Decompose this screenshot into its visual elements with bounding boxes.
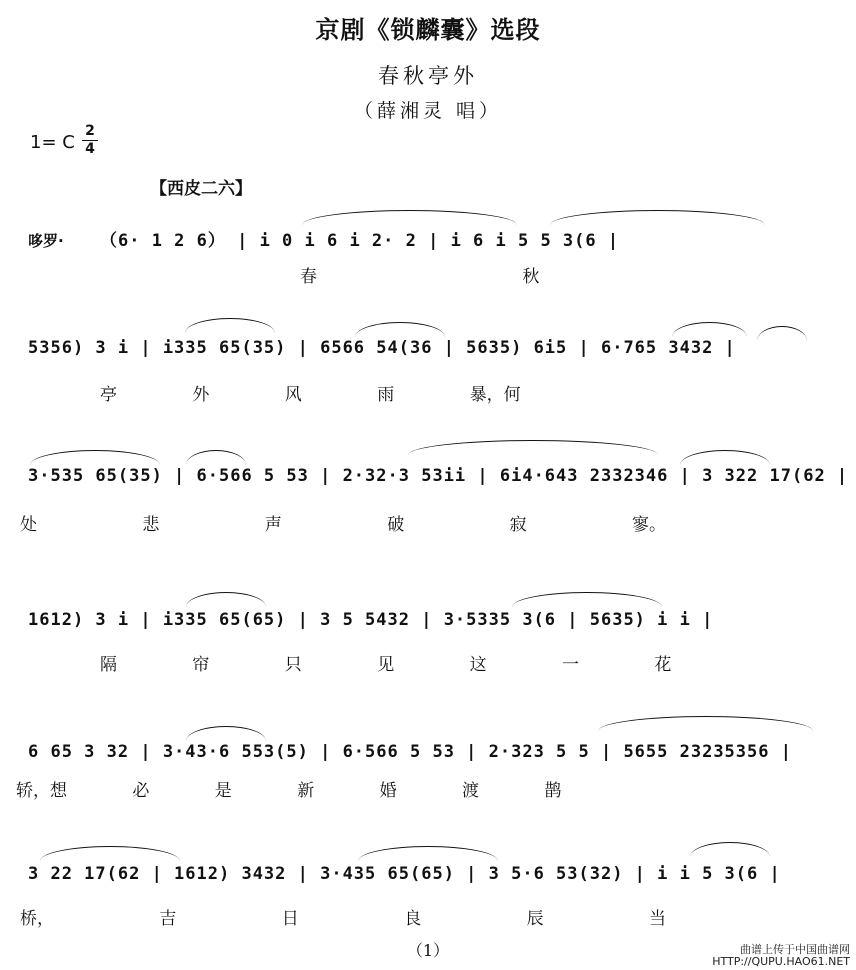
- slur: [512, 592, 662, 607]
- key-signature: 1= C: [30, 132, 75, 153]
- slur: [550, 210, 765, 225]
- mode-label: 【西皮二六】: [150, 179, 252, 199]
- slur: [672, 322, 747, 337]
- slur: [186, 450, 246, 465]
- slur: [358, 846, 498, 861]
- music-line-5: 6 65 3 32 | 3·43·6 553(5) | 6·566 5 53 | 2·323 5 5 | 5655 23235356 |: [28, 742, 792, 762]
- slur: [186, 592, 266, 607]
- music-line-6: 3 22 17(62 | 1612) 3432 | 3·435 65(65) | 3 5·6 53(32) | i i 5 3(6 |: [28, 864, 781, 884]
- watermark-line-2: HTTP://QUPU.HAO61.NET: [712, 955, 850, 968]
- score-title: 京剧《锁麟囊》选段: [315, 16, 541, 44]
- lyric-line-2: 亭 外 风 雨 暴，何: [100, 385, 521, 405]
- slur: [690, 842, 770, 857]
- time-bottom: 4: [85, 141, 95, 157]
- slur: [185, 318, 275, 333]
- music-line-3: 3·535 65(35) | 6·566 5 53 | 2·32·3 53ii | 6i4·643 2332346 | 3 322 17(62 |: [28, 466, 849, 486]
- lyric-line-3: 处 悲 声 破 寂 寥。: [20, 515, 667, 535]
- page-number: （1）: [406, 941, 450, 960]
- lyric-line-6: 桥， 吉 日 良 辰 当: [20, 909, 667, 929]
- slur: [30, 450, 160, 465]
- lyric-line-4: 隔 帘 只 见 这 一 花: [100, 655, 672, 675]
- slur: [302, 210, 517, 225]
- time-top: 2: [85, 123, 95, 139]
- slur: [408, 440, 658, 455]
- slur: [186, 726, 266, 741]
- lyric-line-1: 春 秋: [300, 267, 540, 287]
- time-signature: [82, 124, 98, 157]
- music-line-1: （6· 1 2 6） | i 0 i 6 i 2· 2 | i 6 i 5 5 3(6 |: [100, 231, 620, 251]
- watermark: [712, 944, 850, 968]
- slur: [598, 716, 813, 731]
- slur: [757, 326, 807, 341]
- music-line-4: 1612) 3 i | i335 65(65) | 3 5 5432 | 3·5335 3(6 | 5635) i i |: [28, 610, 714, 630]
- singer-credit: （薛湘灵 唱）: [353, 100, 503, 122]
- watermark-line-1: 曲谱上传于中国曲谱网: [740, 943, 850, 956]
- music-line-2: 5356) 3 i | i335 65(35) | 6566 54(36 | 5635) 6i5 | 6·765 3432 |: [28, 338, 736, 358]
- intro-label: 哆罗·: [28, 232, 64, 250]
- score-subtitle: 春秋亭外: [378, 64, 478, 88]
- lyric-line-5: 轿，想 必 是 新 婚 渡 鹊: [16, 781, 562, 801]
- slur: [680, 450, 770, 465]
- slur: [40, 846, 180, 861]
- slur: [355, 322, 445, 337]
